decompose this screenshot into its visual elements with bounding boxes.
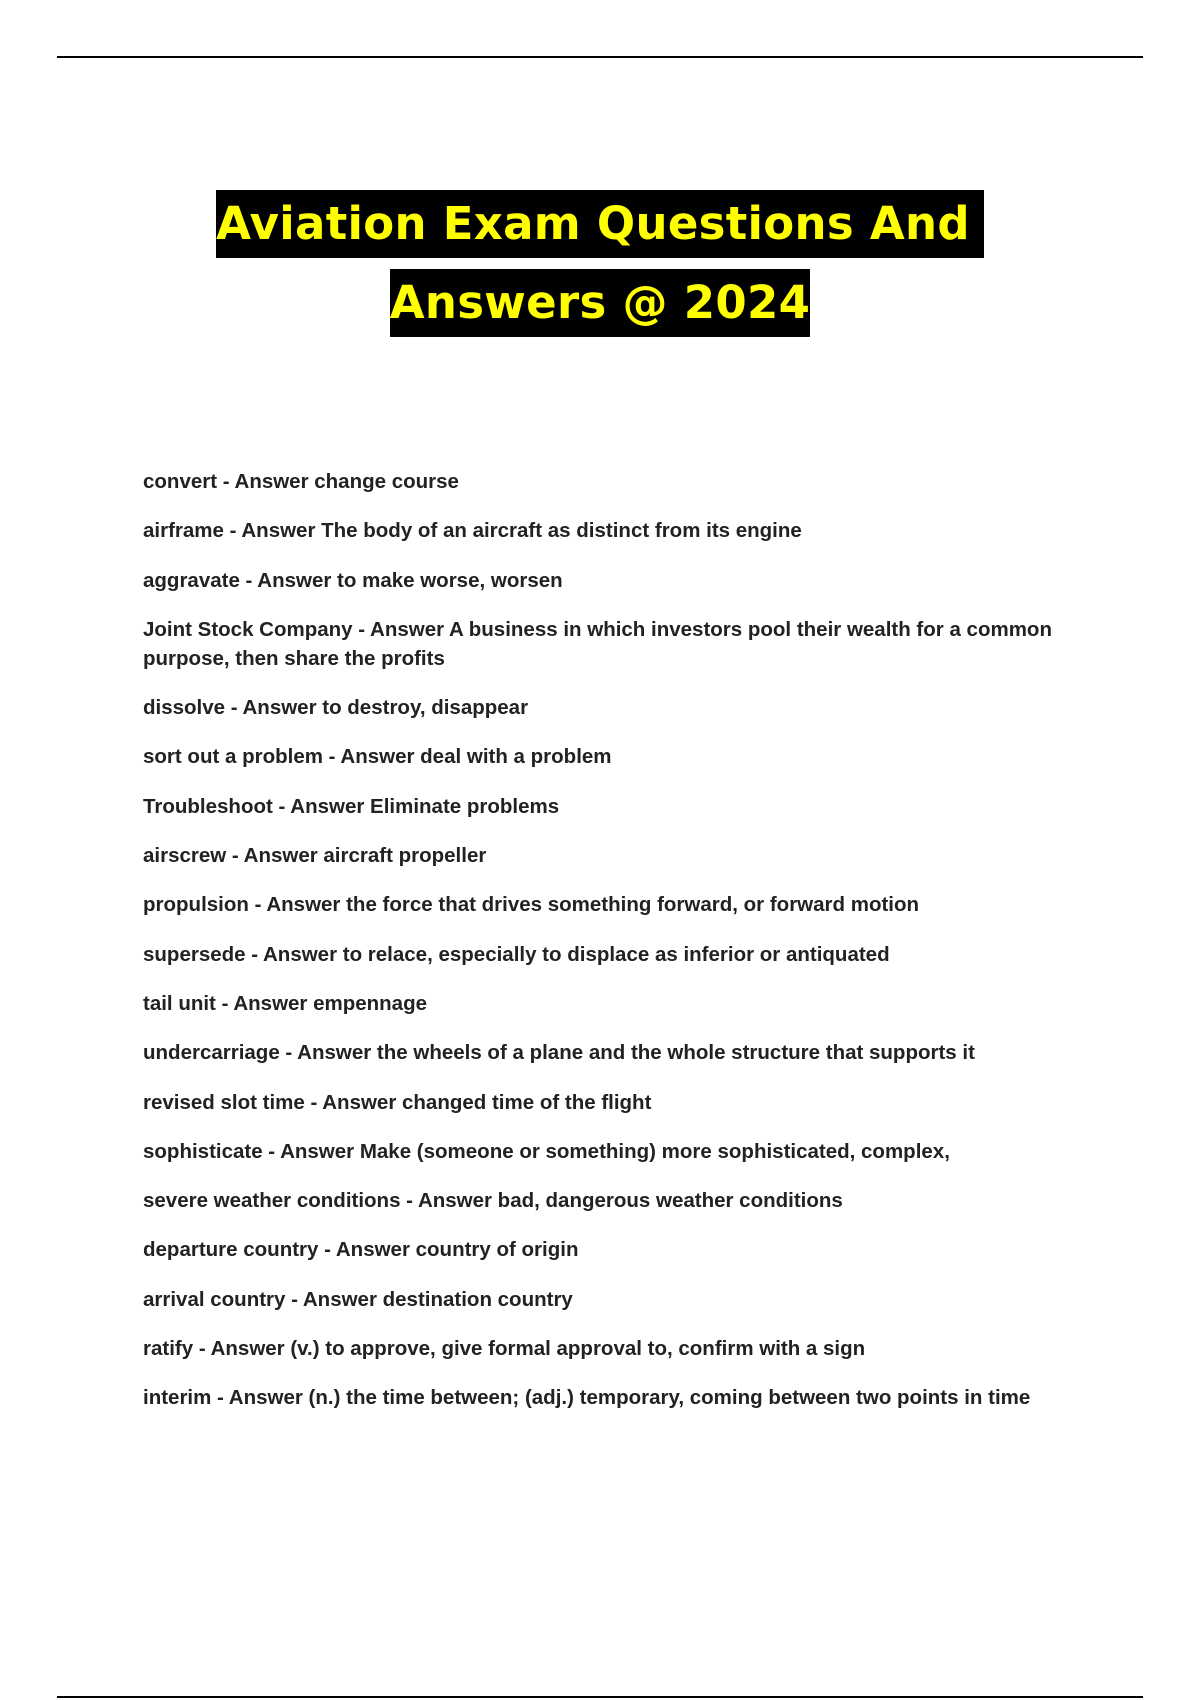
qa-entry: ratify - Answer (v.) to approve, give formal approval to, confirm with a sign bbox=[143, 1337, 866, 1361]
qa-entry: supersede - Answer to relace, especially to displace as inferior or antiquated bbox=[143, 942, 890, 966]
qa-entry: departure country - Answer country of origin bbox=[143, 1238, 579, 1262]
qa-entry: airscrew - Answer aircraft propeller bbox=[143, 844, 487, 868]
qa-entry: dissolve - Answer to destroy, disappear bbox=[143, 696, 529, 720]
qa-entry: undercarriage - Answer the wheels of a plane and the whole structure that supports it bbox=[143, 1041, 975, 1065]
title-line-1: Aviation Exam Questions And bbox=[216, 190, 984, 258]
qa-entry: sophisticate - Answer Make (someone or something) more sophisticated, complex, bbox=[143, 1139, 950, 1163]
qa-entry: convert - Answer change course bbox=[143, 470, 459, 493]
top-rule bbox=[57, 56, 1143, 58]
qa-entry: Troubleshoot - Answer Eliminate problems bbox=[143, 794, 560, 818]
qa-entry: sort out a problem - Answer deal with a problem bbox=[143, 745, 612, 769]
qa-entry: revised slot time - Answer changed time of the flight bbox=[143, 1090, 652, 1114]
bottom-rule bbox=[57, 1696, 1143, 1698]
qa-entry: arrival country - Answer destination country bbox=[143, 1287, 573, 1311]
qa-entry: severe weather conditions - Answer bad, dangerous weather conditions bbox=[143, 1189, 843, 1213]
qa-entry: propulsion - Answer the force that drives something forward, or forward motion bbox=[143, 893, 920, 917]
qa-entry: tail unit - Answer empennage bbox=[143, 991, 428, 1015]
title-line-2: Answers @ 2024 bbox=[390, 269, 811, 337]
qa-entry: interim - Answer (n.) the time between; (adj.) temporary, coming between two points in time bbox=[143, 1386, 1031, 1410]
qa-list bbox=[143, 467, 1073, 1433]
document-title bbox=[0, 190, 1200, 337]
qa-entry: airframe - Answer The body of an aircraft as distinct from its engine bbox=[143, 519, 802, 543]
qa-entry: aggravate - Answer to make worse, worsen bbox=[143, 568, 563, 592]
qa-entry: Joint Stock Company - Answer A business in which investors pool their wealth for a common purpose, then share the profits bbox=[143, 617, 1052, 670]
